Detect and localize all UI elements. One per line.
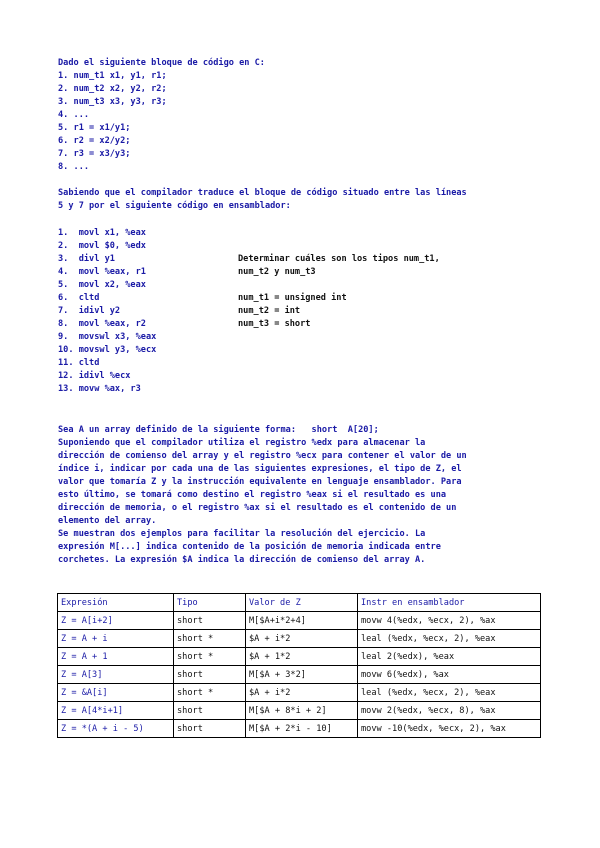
c-code-line: 5. r1 = x1/y1; [58,123,131,133]
value-cell: $A + 1*2 [246,648,358,666]
asm-note-line: num_t1 = unsigned int [238,293,347,303]
value-cell: $A + i*2 [246,684,358,702]
asm-code-line: 7. idivl y2 [58,306,121,316]
asm-code-line: 3. divl y1 [58,254,115,264]
type-cell: short [174,612,246,630]
asm-note-line: num_t2 y num_t3 [238,267,316,277]
type-cell: short [174,666,246,684]
asm-note-line: num_t3 = short [238,319,311,329]
paragraph-line: índice i, indicar por cada una de las siguientes expresiones, el tipo de Z, el [58,464,462,474]
type-cell: short [174,720,246,738]
c-code-line: 6. r2 = x2/y2; [58,136,131,146]
asm-code-line: 5. movl x2, %eax [58,280,146,290]
table-row [58,612,541,630]
paragraph-line: Se muestran dos ejemplos para facilitar la resolución del ejercicio. La [58,529,426,539]
expression-cell: Z = A[3] [58,666,174,684]
paragraph-line: dirección de memoria, o el registro %ax si el resultado es el contenido de un [58,503,457,513]
expression-cell: Z = A + 1 [58,648,174,666]
table-row [58,684,541,702]
asm-code-line: 10. movswl y3, %ecx [58,345,157,355]
paragraph-line: dirección de comienso del array y el registro %ecx para contener el valor de un [58,451,467,461]
instruction-cell: leal (%edx, %ecx, 2), %eax [358,630,541,648]
paragraph-line: elemento del array. [58,516,157,526]
column-header: Valor de Z [246,594,358,612]
expression-cell: Z = *(A + i - 5) [58,720,174,738]
type-cell: short * [174,684,246,702]
paragraph-line: Sabiendo que el compilador traduce el bloque de código situado entre las líneas [58,188,467,198]
expressions-table [57,593,541,738]
expression-cell: Z = A + i [58,630,174,648]
paragraph-line: expresión M[...] indica contenido de la posición de memoria indicada entre [58,542,441,552]
asm-code-line: 1. movl x1, %eax [58,228,146,238]
asm-code-line: 11. cltd [58,358,100,368]
c-code-line: 3. num_t3 x3, y3, r3; [58,97,167,107]
column-header: Instr en ensamblador [358,594,541,612]
paragraph-line: Suponiendo que el compilador utiliza el registro %edx para almacenar la [58,438,426,448]
value-cell: $A + i*2 [246,630,358,648]
value-cell: M[$A+i*2+4] [246,612,358,630]
type-cell: short * [174,648,246,666]
table-row [58,702,541,720]
column-header: Tipo [174,594,246,612]
table-row [58,648,541,666]
value-cell: M[$A + 2*i - 10] [246,720,358,738]
c-code-line: 8. ... [58,162,90,172]
expression-cell: Z = A[4*i+1] [58,702,174,720]
asm-code-line: 12. idivl %ecx [58,371,131,381]
table-row [58,666,541,684]
expression-cell: Z = A[i+2] [58,612,174,630]
instruction-cell: leal 2(%edx), %eax [358,648,541,666]
instruction-cell: movw -10(%edx, %ecx, 2), %ax [358,720,541,738]
intro-text: Dado el siguiente bloque de código en C: [58,58,265,68]
asm-note-line: num_t2 = int [238,306,301,316]
c-code-line: 7. r3 = x3/y3; [58,149,131,159]
instruction-cell: movw 4(%edx, %ecx, 2), %ax [358,612,541,630]
asm-code-line: 2. movl $0, %edx [58,241,146,251]
c-code-line: 4. ... [58,110,90,120]
c-code-line: 2. num_t2 x2, y2, r2; [58,84,167,94]
paragraph-line: Sea A un array definido de la siguiente forma: short A[20]; [58,425,379,435]
instruction-cell: movw 2(%edx, %ecx, 8), %ax [358,702,541,720]
c-code-line: 1. num_t1 x1, y1, r1; [58,71,167,81]
instruction-cell: movw 6(%edx), %ax [358,666,541,684]
expression-cell: Z = &A[i] [58,684,174,702]
instruction-cell: leal (%edx, %ecx, 2), %eax [358,684,541,702]
paragraph-line: esto último, se tomará como destino el registro %eax si el resultado es una [58,490,447,500]
asm-code-line: 6. cltd [58,293,100,303]
type-cell: short [174,702,246,720]
table-row [58,630,541,648]
table-row [58,720,541,738]
paragraph-line: valor que tomaría Z y la instrucción equivalente en lenguaje ensamblador. Para [58,477,462,487]
asm-code-line: 13. movw %ax, r3 [58,384,141,394]
column-header: Expresión [58,594,174,612]
asm-code-line: 9. movswl x3, %eax [58,332,157,342]
asm-code-line: 4. movl %eax, r1 [58,267,146,277]
table-header-row [58,594,541,612]
asm-note-line: Determinar cuáles son los tipos num_t1, [238,254,440,264]
paragraph-line: 5 y 7 por el siguiente código en ensamblador: [58,201,291,211]
value-cell: M[$A + 8*i + 2] [246,702,358,720]
type-cell: short * [174,630,246,648]
value-cell: M[$A + 3*2] [246,666,358,684]
paragraph-line: corchetes. La expresión $A indica la dirección de comienso del array A. [58,555,426,565]
asm-code-line: 8. movl %eax, r2 [58,319,146,329]
